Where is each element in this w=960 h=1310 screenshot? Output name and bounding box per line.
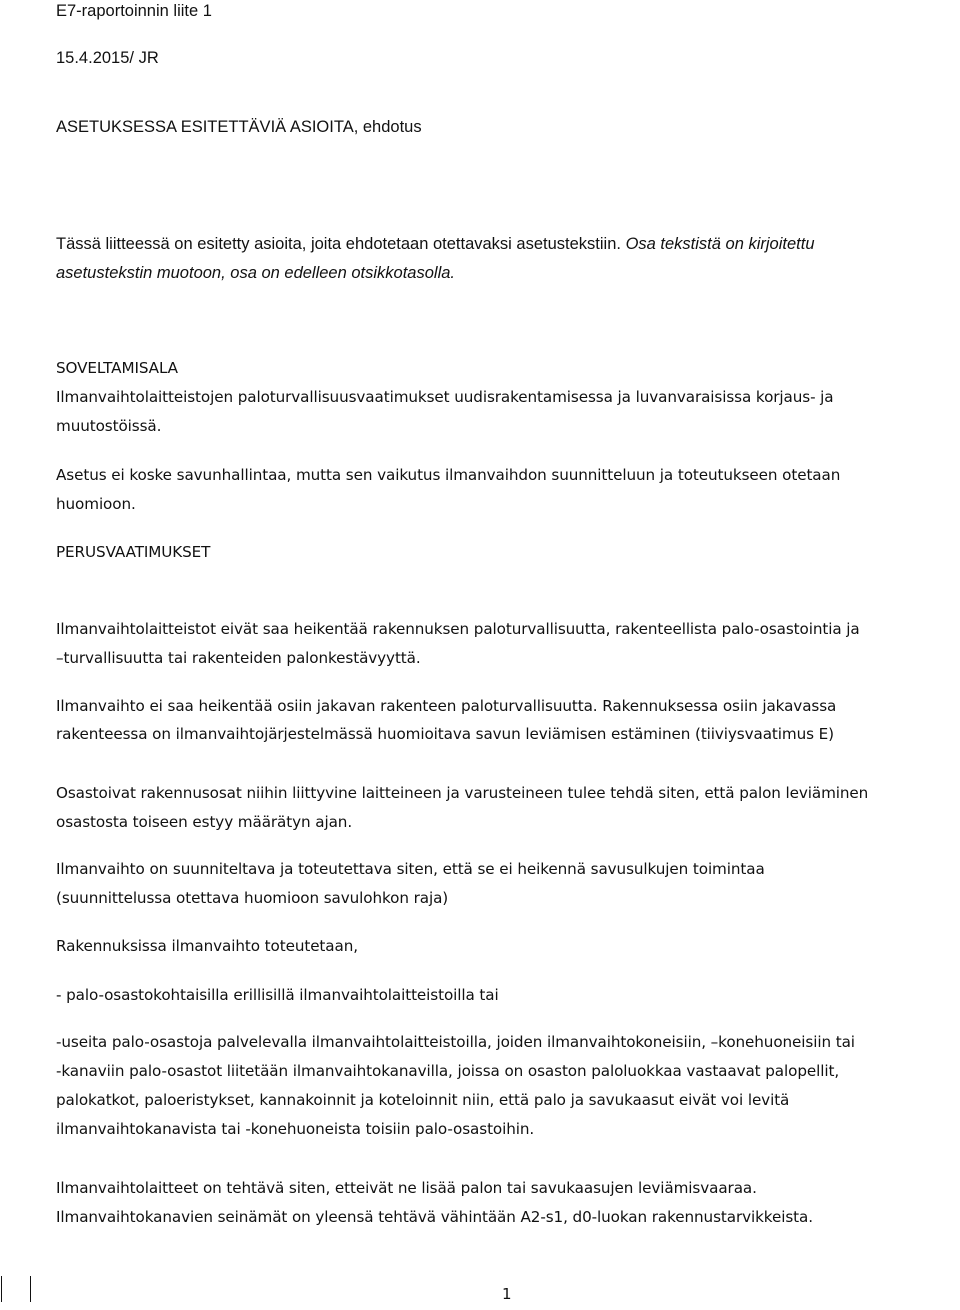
appendix-label: E7-raportoinnin liite 1	[56, 2, 212, 20]
paragraph-line: Ilmanvaihtokanavien seinämät on yleensä tehtävä vähintään A2-s1, d0-luokan rakennustarvikkeista.	[56, 1208, 813, 1226]
paragraph-line: Ilmanvaihtolaitteistot eivät saa heikentää rakennuksen paloturvallisuutta, rakenteellista palo-osastointia ja	[56, 620, 860, 638]
paragraph-line: huomioon.	[56, 495, 136, 513]
paragraph-line: muutostöissä.	[56, 417, 162, 435]
list-item: -useita palo-osastoja palvelevalla ilmanvaihtolaitteistoilla, joiden ilmanvaihtokoneisiin, –konehuoneisiin tai	[56, 1033, 855, 1051]
intro-italic-text: Osa tekstistä on kirjoitettu	[625, 235, 815, 253]
change-bar-left	[1, 1276, 2, 1302]
paragraph-line: Ilmanvaihtolaitteistojen paloturvallisuusvaatimukset uudisrakentamisessa ja luvanvaraisissa korjaus- ja	[56, 388, 834, 406]
page-number: 1	[502, 1285, 512, 1303]
paragraph-line: ilmanvaihtokanavista tai -konehuoneista toisiin palo-osastoihin.	[56, 1120, 535, 1138]
paragraph-line: osastosta toiseen estyy määrätyn ajan.	[56, 813, 353, 831]
intro-line-1	[56, 234, 815, 254]
paragraph-line: -kanaviin palo-osastot liitetään ilmanvaihtokanavilla, joissa on osaston paloluokkaa vastaavat palopellit,	[56, 1062, 840, 1080]
paragraph-line: Rakennuksissa ilmanvaihto toteutetaan,	[56, 937, 358, 955]
paragraph-line: Ilmanvaihtolaitteet on tehtävä siten, etteivät ne lisää palon tai savukaasujen leviämisvaaraa.	[56, 1179, 757, 1197]
paragraph-line: Osastoivat rakennusosat niihin liittyvine laitteineen ja varusteineen tulee tehdä siten, että palon leviäminen	[56, 784, 869, 802]
paragraph-line: rakenteessa on ilmanvaihtojärjestelmässä huomioitava savun leviämisen estäminen (tiiviysvaatimus E)	[56, 725, 834, 743]
paragraph-line: (suunnittelussa otettava huomioon savulohkon raja)	[56, 889, 449, 907]
paragraph-line: Ilmanvaihto on suunniteltava ja toteutettava siten, että se ei heikennä savusulkujen toimintaa	[56, 860, 765, 878]
change-bar-right	[30, 1276, 31, 1302]
paragraph-line: –turvallisuutta tai rakenteiden palonkestävyyttä.	[56, 649, 421, 667]
section-heading-requirements: PERUSVAATIMUKSET	[56, 543, 211, 561]
paragraph-line: Asetus ei koske savunhallintaa, mutta sen vaikutus ilmanvaihdon suunnitteluun ja toteutukseen otetaan	[56, 466, 841, 484]
intro-text: Tässä liitteessä on esitetty asioita, joita ehdotetaan otettavaksi asetustekstiin.	[56, 235, 626, 253]
paragraph-line: Ilmanvaihto ei saa heikentää osiin jakavan rakenteen paloturvallisuutta. Rakennuksessa osiin jakavassa	[56, 697, 837, 715]
list-item: - palo-osastokohtaisilla erillisillä ilmanvaihtolaitteistoilla tai	[56, 986, 499, 1004]
paragraph-line: palokatkot, paloeristykset, kannakoinnit ja koteloinnit niin, että palo ja savukaasut eivät voi levitä	[56, 1091, 790, 1109]
intro-line-2: asetustekstin muotoon, osa on edelleen otsikkotasolla.	[56, 264, 455, 282]
date-author: 15.4.2015/ JR	[56, 49, 159, 67]
section-heading-scope: SOVELTAMISALA	[56, 359, 178, 377]
document-title: ASETUKSESSA ESITETTÄVIÄ ASIOITA, ehdotus	[56, 118, 422, 136]
